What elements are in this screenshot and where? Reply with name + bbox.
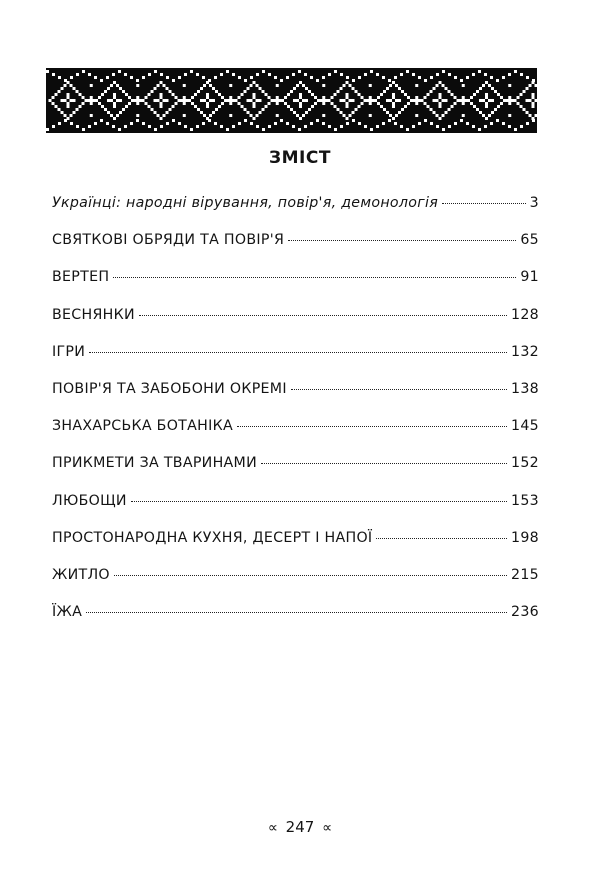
toc-entry-title: СВЯТКОВІ ОБРЯДИ ТА ПОВІР'Я	[52, 232, 285, 249]
toc-entry-title: Українці: народні вірування, повір'я, демонологія	[52, 195, 439, 211]
embroidery-ornament-band	[46, 68, 537, 133]
toc-dot-leader	[291, 389, 507, 390]
toc-entry	[52, 269, 539, 291]
toc-dot-leader	[113, 277, 516, 278]
toc-entry-title: ПРИКМЕТИ ЗА ТВАРИНАМИ	[52, 455, 258, 472]
toc-entry-page: 145	[511, 418, 539, 435]
toc-entry-page: 153	[511, 492, 539, 509]
toc-dot-leader	[442, 203, 526, 204]
toc-entry-title: ЇЖА	[52, 604, 83, 621]
toc-entry	[52, 493, 539, 515]
toc-entry-page: 138	[511, 381, 539, 397]
toc-dot-leader	[237, 426, 507, 427]
toc-entry-title: ЗНАХАРСЬКА БОТАНІКА	[52, 418, 233, 435]
toc-entry-title: ІГРИ	[52, 343, 86, 360]
toc-entry	[52, 567, 539, 589]
toc-entry-page: 152	[511, 455, 539, 472]
toc-entry-title: ЖИТЛО	[52, 567, 110, 583]
toc-entry-page: 3	[529, 195, 539, 211]
toc-entry	[52, 307, 539, 329]
toc-entry-page: 236	[511, 604, 539, 621]
toc-entry	[52, 604, 539, 626]
toc-entry-title: ЛЮБОЩИ	[52, 492, 127, 509]
footer-page-number: 247	[285, 818, 315, 836]
toc-entry	[52, 418, 539, 440]
toc-entry	[52, 344, 539, 366]
toc-entry-page: 198	[511, 529, 539, 546]
footer-left-ornament-icon: ∝	[267, 820, 278, 836]
toc-dot-leader	[261, 463, 507, 464]
toc-entry-page: 128	[511, 306, 539, 323]
toc-entry-page: 132	[511, 343, 539, 360]
footer-right-ornament-icon: ∝	[322, 820, 333, 836]
toc-entry-title: ВЕРТЕП	[52, 269, 110, 286]
toc-entry	[52, 195, 539, 217]
page-footer	[0, 818, 600, 836]
toc-dot-leader	[139, 315, 507, 316]
toc-dot-leader	[376, 538, 507, 539]
toc-entry-page: 215	[511, 567, 539, 583]
toc-entry-title: ПРОСТОНАРОДНА КУХНЯ, ДЕСЕРТ І НАПОЇ	[52, 529, 373, 546]
toc-entry	[52, 530, 539, 552]
toc-dot-leader	[89, 352, 507, 353]
toc-dot-leader	[114, 575, 507, 576]
toc-entry	[52, 232, 539, 254]
embroidery-pattern	[46, 68, 537, 133]
toc-entry-title: ПОВІР'Я ТА ЗАБОБОНИ ОКРЕМІ	[52, 381, 287, 397]
toc-entry	[52, 381, 539, 403]
toc-entry-page: 91	[520, 269, 539, 286]
toc-entry-title: ВЕСНЯНКИ	[52, 306, 135, 323]
toc-entry	[52, 455, 539, 477]
page-title: ЗМІСТ	[269, 148, 331, 168]
toc-dot-leader	[131, 501, 507, 502]
toc-entry-page: 65	[520, 232, 539, 249]
toc-dot-leader	[288, 240, 516, 241]
toc-dot-leader	[86, 612, 507, 613]
